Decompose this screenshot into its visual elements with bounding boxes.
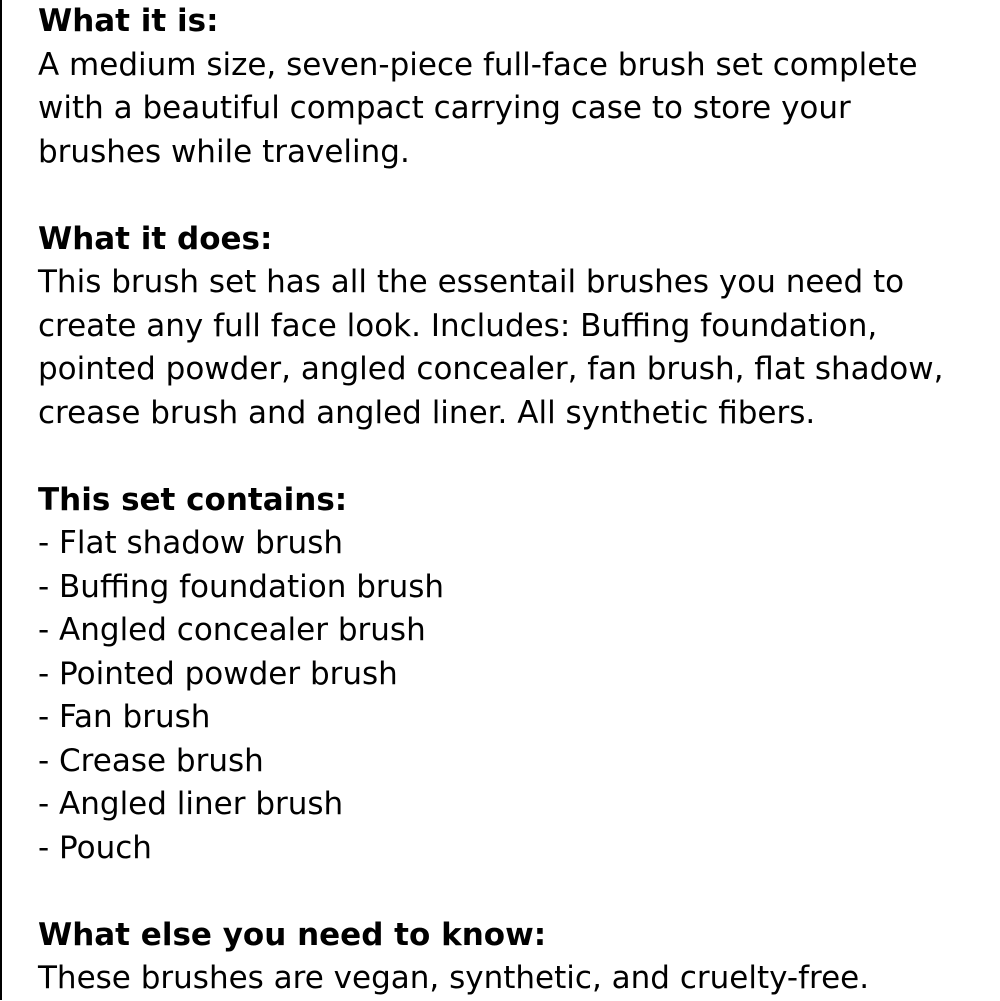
list-item: - Crease brush (38, 742, 264, 779)
list-item: - Buffing foundation brush (38, 568, 445, 605)
list-item: - Pointed powder brush (38, 655, 398, 692)
description-line: This brush set has all the essentail brushes you need to (38, 264, 905, 300)
description-line: pointed powder, angled concealer, fan brush, flat shadow, (38, 351, 944, 387)
product-description (38, 0, 988, 1001)
list-item: - Angled concealer brush (38, 612, 426, 648)
description-line: crease brush and angled liner. All synthetic fibers. (38, 394, 816, 431)
list-item: - Pouch (38, 829, 152, 866)
paragraph-gap (38, 435, 988, 479)
paragraph-gap (38, 174, 988, 218)
left-border (0, 0, 2, 1000)
description-line: A medium size, seven-piece full-face brush set complete (38, 46, 918, 83)
description-line: These brushes are vegan, synthetic, and cruelty-free. (38, 960, 870, 996)
description-line: with a beautiful compact carrying case to store your (38, 90, 851, 126)
list-item: - Angled liner brush (38, 786, 344, 822)
section-heading-what-it-is: What it is: (38, 3, 219, 39)
description-line: create any full face look. Includes: Buffing foundation, (38, 307, 878, 344)
section-heading-what-it-does: What it does: (38, 220, 273, 257)
list-item: - Fan brush (38, 699, 211, 735)
description-line: brushes while traveling. (38, 133, 410, 170)
paragraph-gap (38, 870, 988, 914)
section-heading-set-contents: This set contains: (38, 481, 348, 518)
section-heading-what-else: What else you need to know: (38, 916, 547, 953)
list-item: - Flat shadow brush (38, 525, 344, 561)
